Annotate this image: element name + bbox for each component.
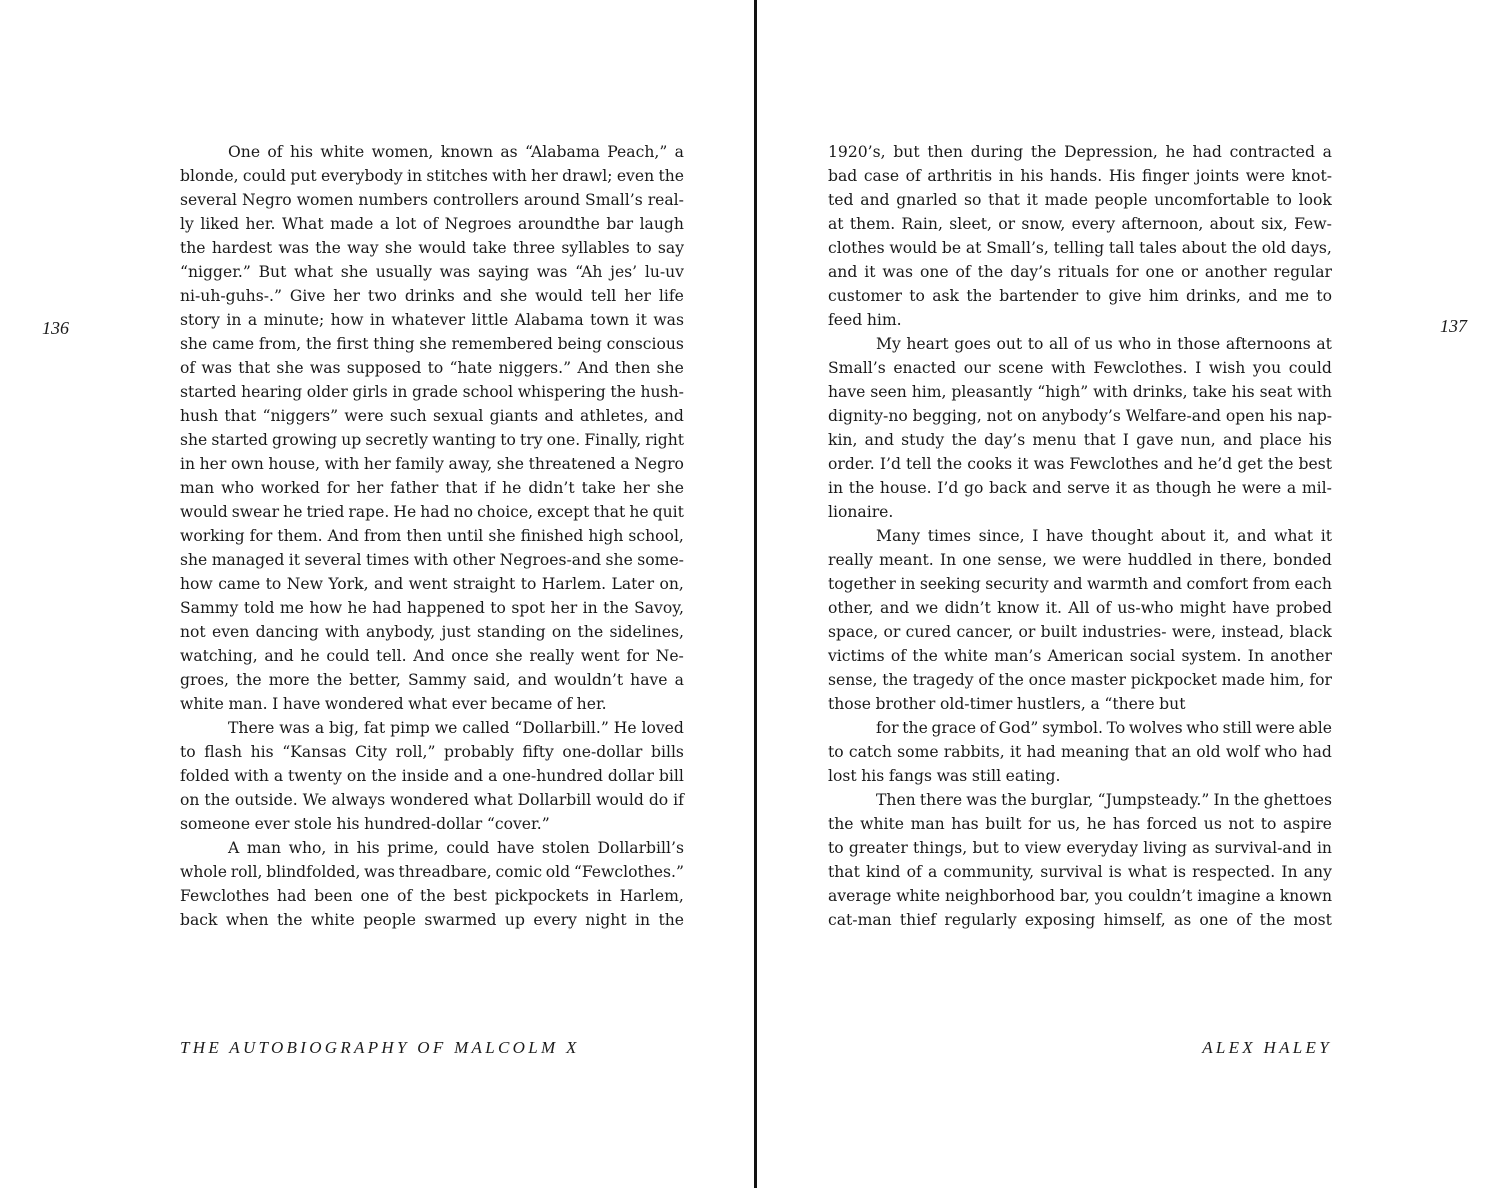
text-line: white man. I have wondered what ever became of her. [180, 695, 607, 713]
text-line: hush that “niggers” were such sexual giants and athletes, and [180, 407, 684, 425]
text-line: to catch some rabbits, it had meaning that an old wolf who had [828, 743, 1332, 761]
text-line: she managed it several times with other Negroes-and she some- [180, 551, 684, 569]
text-line: to flash his “Kansas City roll,” probably fifty one-dollar bills [180, 743, 684, 761]
text-line: 1920’s, but then during the Depression, he had contracted a [828, 143, 1332, 161]
text-line: together in seeking security and warmth and comfort from each [828, 575, 1332, 593]
text-line: Sammy told me how he had happened to spot her in the Savoy, [180, 599, 684, 617]
text-line: Fewclothes had been one of the best pickpockets in Harlem, [180, 887, 684, 905]
text-line: feed him. [828, 311, 902, 329]
text-line: order. I’d tell the cooks it was Fewclothes and he’d get the best [828, 455, 1332, 473]
text-line: Many times since, I have thought about it, and what it [876, 527, 1332, 545]
text-line: One of his white women, known as “Alabama Peach,” a [228, 143, 684, 161]
text-line: victims of the white man’s American social system. In another [828, 647, 1332, 665]
text-line: lionaire. [828, 503, 894, 521]
text-line: at them. Rain, sleet, or snow, every afternoon, about six, Few- [828, 215, 1332, 233]
text-line: the hardest was the way she would take three syllables to say [180, 239, 684, 257]
text-line: that kind of a community, survival is what is respected. In any [828, 863, 1332, 881]
text-line: blonde, could put everybody in stitches with her drawl; even the [180, 167, 684, 185]
left-page-number: 136 [42, 318, 69, 338]
left-running-head: THE AUTOBIOGRAPHY OF MALCOLM X [180, 1038, 580, 1057]
text-line: groes, the more the better, Sammy said, and wouldn’t have a [180, 671, 684, 689]
text-line: customer to ask the bartender to give him drinks, and me to [828, 287, 1332, 305]
text-line: average white neighborhood bar, you couldn’t imagine a known [828, 887, 1332, 905]
text-line: of was that she was supposed to “hate niggers.” And then she [180, 359, 684, 377]
text-line: whole roll, blindfolded, was threadbare, comic old “Fewclothes.” [180, 863, 684, 881]
text-line: dignity-no begging, not on anybody’s Welfare-and open his nap- [828, 407, 1332, 425]
right-page-number: 137 [1440, 316, 1467, 336]
text-line: Then there was the burglar, “Jumpsteady.” In the ghettoes [876, 791, 1332, 809]
text-line: back when the white people swarmed up every night in the [180, 911, 684, 929]
text-line: she came from, the first thing she remembered being conscious [180, 335, 684, 353]
text-line: would swear he tried rape. He had no choice, except that he quit [180, 503, 684, 521]
text-line: she started growing up secretly wanting to try one. Finally, right [180, 431, 684, 449]
text-line: for the grace of God” symbol. To wolves who still were able [876, 719, 1332, 737]
text-line: ni-uh-guhs-.” Give her two drinks and she would tell her life [180, 287, 684, 305]
text-line: space, or cured cancer, or built industries- were, instead, black [828, 623, 1332, 641]
right-running-head: ALEX HALEY [1202, 1038, 1332, 1057]
text-line: and it was one of the day’s rituals for one or another regular [828, 263, 1332, 281]
text-line: clothes would be at Small’s, telling tall tales about the old days, [828, 239, 1332, 257]
text-line: working for them. And from then until she finished high school, [180, 527, 684, 545]
left-page-body [180, 140, 684, 932]
text-line: in the house. I’d go back and serve it as though he were a mil- [828, 479, 1332, 497]
text-line: story in a minute; how in whatever little Alabama town it was [180, 311, 684, 329]
text-line: watching, and he could tell. And once she really went for Ne- [180, 647, 684, 665]
text-line: in her own house, with her family away, she threatened a Negro [180, 455, 684, 473]
text-line: folded with a twenty on the inside and a one-hundred dollar bill [180, 767, 684, 785]
text-line: other, and we didn’t know it. All of us-who might have probed [828, 599, 1332, 617]
text-line: on the outside. We always wondered what Dollarbill would do if [180, 791, 684, 809]
text-line: lost his fangs was still eating. [828, 767, 1061, 785]
text-line: Small’s enacted our scene with Fewclothes. I wish you could [828, 359, 1332, 377]
text-line: several Negro women numbers controllers around Small’s real- [180, 191, 684, 209]
text-line: cat-man thief regularly exposing himself, as one of the most [828, 911, 1332, 929]
text-line: My heart goes out to all of us who in those afternoons at [876, 335, 1332, 353]
text-line: not even dancing with anybody, just standing on the sidelines, [180, 623, 684, 641]
right-page-body [828, 140, 1332, 932]
text-line: those brother old-timer hustlers, a “there but [828, 695, 1186, 713]
text-line: sense, the tragedy of the once master pickpocket made him, for [828, 671, 1332, 689]
text-line: the white man has built for us, he has forced us not to aspire [828, 815, 1332, 833]
text-line: really meant. In one sense, we were huddled in there, bonded [828, 551, 1332, 569]
text-line: A man who, in his prime, could have stolen Dollarbill’s [228, 839, 684, 857]
text-line: started hearing older girls in grade school whispering the hush- [180, 383, 684, 401]
text-line: have seen him, pleasantly “high” with drinks, take his seat with [828, 383, 1332, 401]
text-line: ted and gnarled so that it made people uncomfortable to look [828, 191, 1332, 209]
text-line: to greater things, but to view everyday living as survival-and in [828, 839, 1332, 857]
text-line: There was a big, fat pimp we called “Dollarbill.” He loved [228, 719, 684, 737]
text-line: man who worked for her father that if he didn’t take her she [180, 479, 684, 497]
text-line: bad case of arthritis in his hands. His finger joints were knot- [828, 167, 1332, 185]
text-line: how came to New York, and went straight to Harlem. Later on, [180, 575, 684, 593]
text-line: someone ever stole his hundred-dollar “cover.” [180, 815, 550, 833]
text-line: kin, and study the day’s menu that I gave nun, and place his [828, 431, 1332, 449]
page-gutter-divider [754, 0, 757, 1188]
text-line: ly liked her. What made a lot of Negroes aroundthe bar laugh [180, 215, 684, 233]
text-line: “nigger.” But what she usually was saying was “Ah jes’ lu-uv [180, 263, 684, 281]
